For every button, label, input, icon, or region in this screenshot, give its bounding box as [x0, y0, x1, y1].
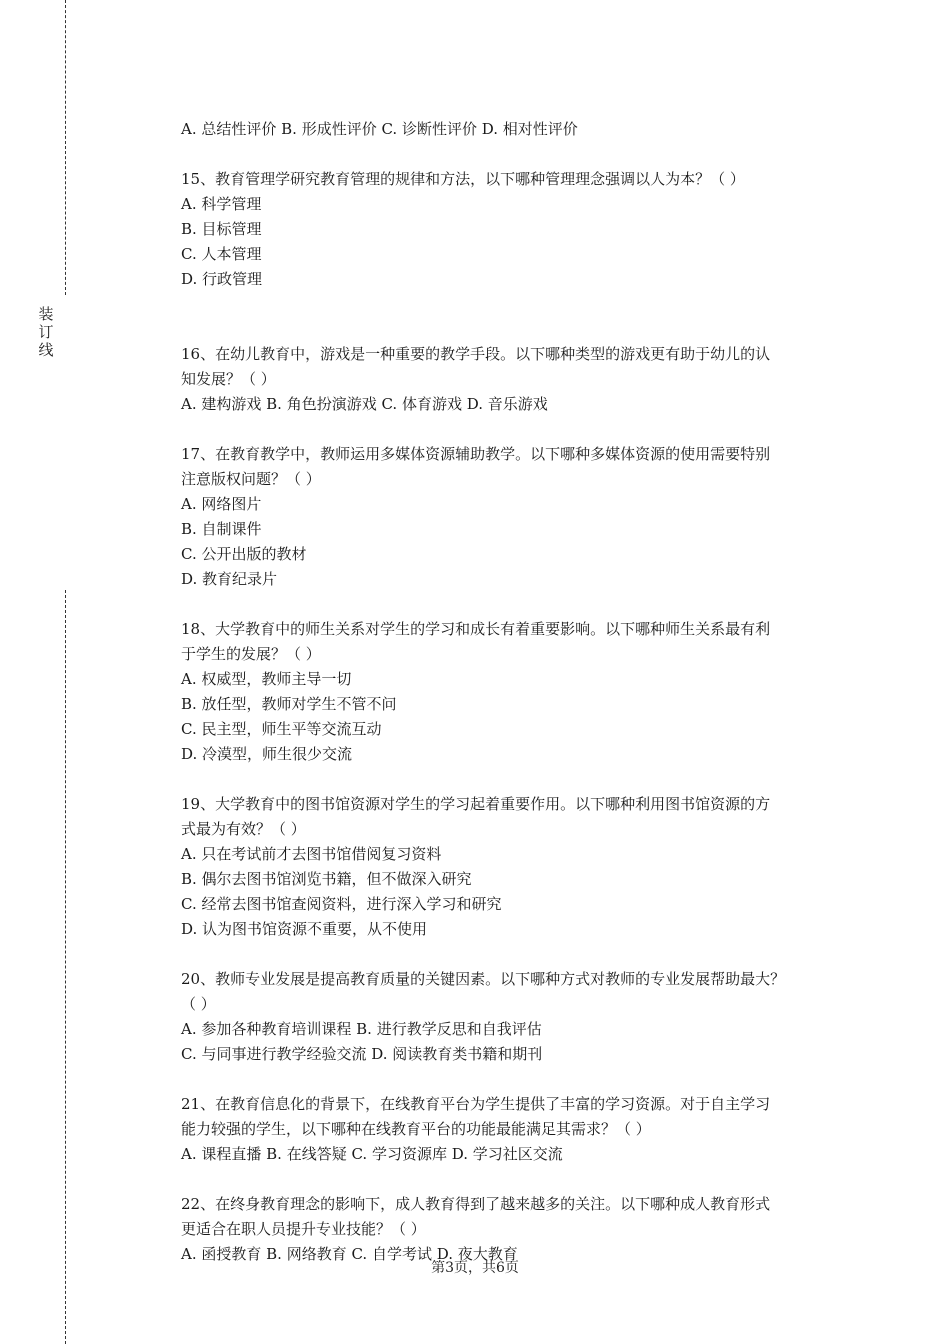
question-text: 18、大学教育中的师生关系对学生的学习和成长有着重要影响。以下哪种师生关系最有利 [181, 620, 771, 638]
option-line: D. 认为图书馆资源不重要，从不使用 [181, 920, 428, 938]
text-line: 式最为有效？（ ） [181, 820, 306, 838]
text-line: 于学生的发展？（ ） [181, 645, 321, 663]
option-line: C. 公开出版的教材 [181, 545, 307, 563]
option-line: B. 目标管理 [181, 220, 262, 238]
option-line: A. 网络图片 [181, 495, 262, 513]
page-number: 第3页，共6页 [431, 1260, 519, 1276]
blank-gap [181, 592, 851, 617]
question-text: 17、在教育教学中，教师运用多媒体资源辅助教学。以下哪种多媒体资源的使用需要特别 [181, 445, 771, 463]
option-line: B. 放任型，教师对学生不管不问 [181, 695, 397, 713]
binding-dashed-line-bottom [65, 590, 66, 1344]
option-line: D. 冷漠型，师生很少交流 [181, 745, 353, 763]
blank-gap [181, 1167, 851, 1192]
option-line: A. 课程直播 B. 在线答疑 C. 学习资源库 D. 学习社区交流 [181, 1145, 563, 1163]
blank-gap [181, 417, 851, 442]
text-line: 知发展？（ ） [181, 370, 276, 388]
option-line: A. 总结性评价 B. 形成性评价 C. 诊断性评价 D. 相对性评价 [181, 120, 578, 138]
blank-gap [181, 767, 851, 792]
exam-content [181, 117, 851, 1267]
option-line: A. 权威型，教师主导一切 [181, 670, 352, 688]
binding-label [36, 305, 56, 359]
option-line: A. 建构游戏 B. 角色扮演游戏 C. 体育游戏 D. 音乐游戏 [181, 395, 548, 413]
blank-gap [181, 317, 851, 342]
text-line: 更适合在职人员提升专业技能？（ ） [181, 1220, 426, 1238]
option-line: A. 函授教育 B. 网络教育 C. 自学考试 D. 夜大教育 [181, 1245, 518, 1263]
question-text: 21、在教育信息化的背景下，在线教育平台为学生提供了丰富的学习资源。对于自主学习 [181, 1095, 771, 1113]
option-line: C. 经常去图书馆查阅资料，进行深入学习和研究 [181, 895, 502, 913]
question-text: 19、大学教育中的图书馆资源对学生的学习起着重要作用。以下哪种利用图书馆资源的方 [181, 795, 771, 813]
binding-char: 装 [38, 305, 54, 323]
blank-gap [181, 942, 851, 967]
question-text: 15、教育管理学研究教育管理的规律和方法，以下哪种管理理念强调以人为本？（ ） [181, 170, 745, 188]
binding-char: 线 [38, 341, 54, 359]
question-text: 16、在幼儿教育中，游戏是一种重要的教学手段。以下哪种类型的游戏更有助于幼儿的认 [181, 345, 771, 363]
binding-dashed-line-top [65, 0, 66, 295]
option-line: A. 参加各种教育培训课程 B. 进行教学反思和自我评估 [181, 1020, 542, 1038]
blank-gap [181, 142, 851, 167]
option-line: B. 偶尔去图书馆浏览书籍，但不做深入研究 [181, 870, 472, 888]
text-line: 能力较强的学生，以下哪种在线教育平台的功能最能满足其需求？（ ） [181, 1120, 651, 1138]
option-line: C. 民主型，师生平等交流互动 [181, 720, 382, 738]
option-line: C. 与同事进行教学经验交流 D. 阅读教育类书籍和期刊 [181, 1045, 543, 1063]
option-line: D. 教育纪录片 [181, 570, 278, 588]
option-line: B. 自制课件 [181, 520, 262, 538]
blank-gap [181, 292, 851, 317]
binding-char: 订 [38, 323, 54, 341]
text-line: 注意版权问题？（ ） [181, 470, 321, 488]
answer-bracket: （ ） [181, 995, 216, 1013]
question-text: 20、教师专业发展是提高教育质量的关键因素。以下哪种方式对教师的专业发展帮助最大？ [181, 970, 786, 988]
blank-gap [181, 1067, 851, 1092]
question-text: 22、在终身教育理念的影响下，成人教育得到了越来越多的关注。以下哪种成人教育形式 [181, 1195, 771, 1213]
option-line: D. 行政管理 [181, 270, 263, 288]
option-line: A. 只在考试前才去图书馆借阅复习资料 [181, 845, 442, 863]
option-line: C. 人本管理 [181, 245, 262, 263]
option-line: A. 科学管理 [181, 195, 262, 213]
